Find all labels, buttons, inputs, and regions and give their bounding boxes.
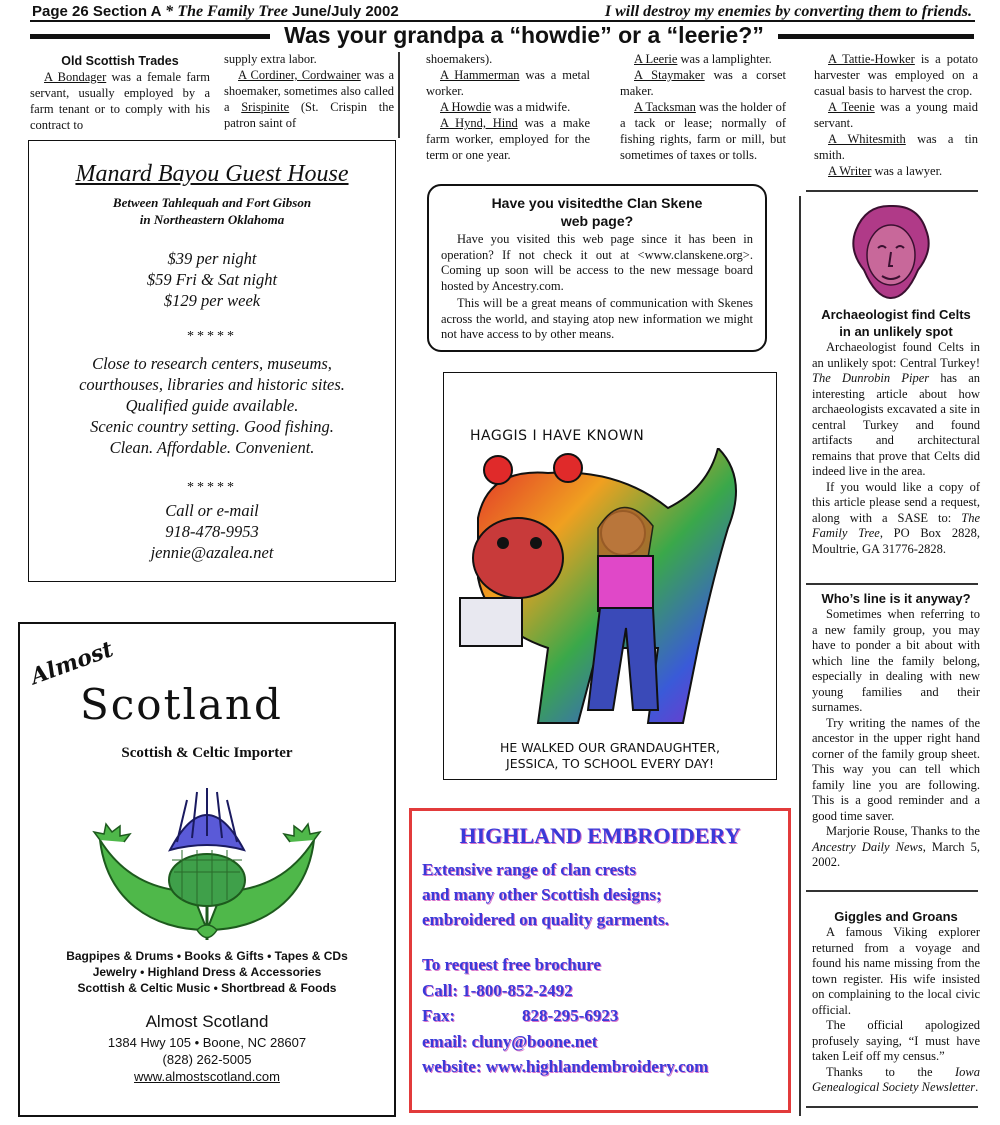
highland-contact	[422, 952, 778, 1080]
giggles-body	[812, 925, 980, 1096]
trade-desc: supply extra labor.	[224, 52, 317, 66]
page-number: Page 26	[32, 3, 89, 20]
highland-embroidery-ad	[409, 808, 791, 1113]
trade-entry	[620, 51, 786, 67]
trade-entry	[426, 99, 590, 115]
whose-line-paragraph: Try writing the names of the ancestor in the upper right hand corner of the family group sheet. This way you can tell which family line you are following. This is a good reminder and a good time saver.	[812, 715, 980, 823]
right-column-divider	[799, 196, 801, 1116]
celts-body	[812, 340, 980, 557]
manard-call: Call or e-mail	[165, 501, 259, 520]
trade-desc: (St. Crispin the patron saint of	[224, 100, 394, 130]
manard-contact	[29, 500, 395, 563]
scotland-logo-almost: Almost	[27, 636, 117, 690]
headline-rule-left	[30, 34, 270, 39]
section-rule	[806, 190, 978, 192]
section-label: Section A	[92, 3, 161, 20]
trade-entry	[426, 51, 590, 67]
clan-skene-box	[427, 184, 767, 352]
scotland-store-name: Almost Scotland	[145, 1012, 269, 1031]
manard-title: Manard Bayou Guest House	[75, 161, 349, 187]
whose-line-heading: Who’s line is it anyway?	[821, 591, 971, 606]
headline-rule-right	[778, 34, 974, 39]
skene-paragraph: This will be a great means of communication with Skenes across the world, and staying atop new information we might not have access to by other means.	[441, 296, 753, 341]
trade-entry	[426, 115, 590, 163]
whose-line-text: , March 5, 2002.	[812, 839, 980, 869]
trade-entry	[30, 69, 210, 133]
trade-desc: was a tin smith.	[814, 132, 978, 162]
trades-col-3	[426, 51, 590, 163]
trade-entry	[620, 67, 786, 99]
motto: I will destroy my enemies by converting them to friends.	[604, 3, 972, 20]
scotland-url[interactable]: www.almostscotland.com	[134, 1069, 280, 1084]
scotland-product-line: Jewelry • Highland Dress & Accessories	[92, 965, 322, 979]
trade-term: A Tacksman	[634, 100, 696, 114]
scotland-product-line: Scottish & Celtic Music • Shortbread & Foods	[77, 981, 337, 995]
scotland-phone: (828) 262-5005	[162, 1052, 252, 1067]
highland-website[interactable]: website: www.highlandembroidery.com	[422, 1057, 709, 1076]
manard-desc-line: courthouses, libraries and historic sites.	[79, 375, 345, 394]
highland-phone: Call: 1-800-852-2492	[422, 980, 573, 1000]
section-rule	[806, 1106, 978, 1108]
trade-desc: is a potato harvester was employed on a casual basis to harvest the crop.	[814, 52, 978, 98]
manard-desc-line: Scenic country setting. Good fishing.	[90, 417, 334, 436]
trade-entry	[814, 163, 978, 179]
trades-col-5	[814, 51, 978, 179]
trade-desc: was a lawyer.	[871, 164, 943, 178]
trade-term: A Tattie-Howker	[828, 52, 915, 66]
celts-heading-line: Archaeologist find Celts	[821, 307, 971, 322]
trade-entry	[620, 99, 786, 163]
highland-fax-row	[422, 1003, 778, 1029]
celts-publication: The Dunrobin Piper	[812, 371, 930, 385]
giggles-text: .	[975, 1080, 979, 1094]
celts-text: , PO Box 2828, Moultrie, GA 31776-2828.	[812, 526, 980, 556]
trade-term: A Writer	[828, 164, 872, 178]
skene-paragraph: Have you visited this web page since it has been in operation? If not check it out at <www.clanskene.org>. Coming up soon will be access to the new message board hosted by Ancestry.com.	[441, 232, 753, 293]
manard-desc-line: Qualified guide available.	[125, 396, 299, 415]
thistle-icon	[92, 780, 322, 945]
manard-ad	[28, 140, 396, 582]
manard-price: $129 per week	[163, 291, 261, 310]
whose-line-article	[812, 590, 980, 871]
trade-desc: was a midwife.	[491, 100, 571, 114]
whose-line-publication: Ancestry Daily News	[812, 839, 923, 854]
trade-entry	[426, 67, 590, 99]
trade-term: A Leerie	[634, 52, 678, 66]
giggles-publication: Iowa Genealogical Society Newsletter	[812, 1064, 980, 1094]
giggles-paragraph: A famous Viking explorer returned from a voyage and found his name missing from the town register. His wife insisted on complaining to the local civic official.	[812, 925, 980, 1017]
scotland-address: 1384 Hwy 105 • Boone, NC 28607	[107, 1035, 307, 1050]
headline: Was your grandpa a “howdie” or a “leerie?”	[284, 22, 764, 48]
trade-term: A Cordiner, Cordwainer	[238, 68, 361, 82]
manard-phone: 918-478-9953	[165, 522, 259, 541]
scotland-contact	[18, 1034, 396, 1085]
manard-stars: *****	[187, 329, 237, 344]
trade-desc: was a shoemaker, sometimes also called a	[224, 68, 394, 114]
trade-entry	[224, 67, 394, 131]
publication-name: The Family Tree	[177, 3, 288, 20]
header-star: *	[165, 3, 174, 20]
highland-fax-label: Fax:	[422, 1006, 456, 1025]
highland-desc-line: Extensive range of clan crests	[422, 860, 637, 879]
manard-stars: *****	[187, 480, 237, 495]
issue-date: June/July 2002	[291, 3, 399, 20]
celtic-head-icon	[846, 200, 936, 302]
section-rule	[806, 890, 978, 892]
trade-entry	[814, 131, 978, 163]
trade-term: Srispinite	[241, 100, 290, 114]
manard-price: $39 per night	[167, 249, 257, 268]
trade-entry	[814, 51, 978, 99]
giggles-paragraph	[812, 1065, 980, 1096]
celts-text: Archaeologist found Celts in an unlikely spot: Central Turkey!	[812, 340, 980, 370]
giggles-article	[812, 908, 980, 1096]
scotland-tagline: Scottish & Celtic Importer	[121, 745, 293, 761]
trade-term: A Staymaker	[634, 68, 705, 82]
cartoon-caption	[446, 740, 774, 772]
trade-desc: was a corset maker.	[620, 68, 786, 98]
haggis-cartoon-icon	[448, 448, 773, 738]
giggles-heading: Giggles and Groans	[834, 909, 958, 924]
cartoon-caption-line: JESSICA, TO SCHOOL EVERY DAY!	[506, 756, 714, 771]
trade-desc: was the holder of a tack or lease; normally of fishing rights, farm or mill, but sometimes of taxes or tolls.	[620, 100, 786, 162]
skene-heading-line: web page?	[560, 213, 634, 229]
trade-term: A Hynd, Hind	[440, 116, 518, 130]
trades-col-2	[224, 51, 394, 131]
celts-text: has an interesting article about how archaeologists excavated a site in central Turkey and found artifacts and architectural remains that prove that Celts did indeed live in the area.	[812, 371, 980, 478]
whose-line-paragraph: Sometimes when referring to a new family group, you may have to ponder a bit about with which line the family belong, especially in dealing with new young families and their surnames.	[812, 607, 980, 714]
highland-fax: 828-295-6923	[522, 1006, 619, 1025]
giggles-paragraph: The official apologized profusely saying, “I must have taken Leif off my census.”	[812, 1018, 980, 1063]
cartoon-caption-line: HE WALKED OUR GRANDAUGHTER,	[500, 740, 720, 755]
highland-brochure: To request free brochure	[422, 955, 601, 974]
celts-paragraph	[812, 480, 980, 558]
manard-email[interactable]: jennie@azalea.net	[150, 543, 274, 562]
celts-publication: The Family Tree	[812, 510, 980, 540]
trade-desc: was a lamplighter.	[677, 52, 772, 66]
trade-term: A Howdie	[440, 100, 492, 114]
trade-desc: shoemakers).	[426, 52, 493, 66]
trade-term: A Hammerman	[440, 68, 520, 82]
trade-desc: was a young maid servant.	[814, 100, 978, 130]
manard-desc-line: Close to research centers, museums,	[92, 354, 332, 373]
manard-prices	[29, 248, 395, 311]
trades-col-1	[30, 53, 210, 133]
celts-paragraph	[812, 340, 980, 480]
column-divider	[398, 52, 400, 138]
highland-desc-line: embroidered on quality garments.	[422, 910, 669, 929]
manard-subtitle	[29, 194, 395, 228]
trades-heading: Old Scottish Trades	[61, 54, 179, 68]
whose-line-paragraph	[812, 824, 980, 871]
highland-description	[422, 857, 778, 932]
cartoon-title: HAGGIS I HAVE KNOWN	[470, 428, 645, 444]
page-info	[32, 3, 399, 21]
highland-title: HIGHLAND EMBROIDERY	[459, 823, 741, 848]
trade-term: A Bondager	[44, 70, 107, 84]
trade-desc: was a metal worker.	[426, 68, 590, 98]
manard-desc-line: Clean. Affordable. Convenient.	[109, 438, 315, 457]
scotland-logo: Scotland	[80, 680, 283, 729]
manard-price: $59 Fri & Sat night	[146, 270, 278, 289]
celts-heading-line: in an unlikely spot	[839, 324, 953, 339]
whose-line-body	[812, 607, 980, 871]
highland-email[interactable]: email: cluny@boone.net	[422, 1031, 598, 1051]
manard-description	[29, 353, 395, 458]
whose-line-text: Marjorie Rouse, Thanks to the	[826, 824, 980, 838]
trade-entry	[224, 51, 394, 67]
trade-term: A Teenie	[828, 100, 875, 114]
celts-article	[812, 306, 980, 557]
celts-text: If you would like a copy of this article please send a request, along with a SASE to:	[812, 479, 980, 525]
skene-heading-line: Have you visitedthe Clan Skene	[491, 195, 703, 211]
manard-subtitle-line: Between Tahlequah and Fort Gibson	[112, 195, 312, 210]
trade-entry	[814, 99, 978, 131]
scotland-products	[18, 948, 396, 996]
highland-desc-line: and many other Scottish designs;	[422, 885, 662, 904]
trades-col-4	[620, 51, 786, 163]
scotland-product-line: Bagpipes & Drums • Books & Gifts • Tapes & CDs	[66, 949, 348, 963]
trade-desc: was a female farm servant, usually employed by a farm tenant or to comply with his contract to	[30, 70, 210, 132]
skene-heading	[441, 194, 753, 230]
trade-term: A Whitesmith	[828, 132, 906, 146]
manard-subtitle-line: in Northeastern Oklahoma	[139, 212, 285, 227]
celts-heading	[812, 306, 980, 340]
section-rule	[806, 583, 978, 585]
giggles-text: Thanks to the	[826, 1064, 955, 1079]
trade-desc: was a make farm worker, employed for the term or one year.	[426, 116, 590, 162]
